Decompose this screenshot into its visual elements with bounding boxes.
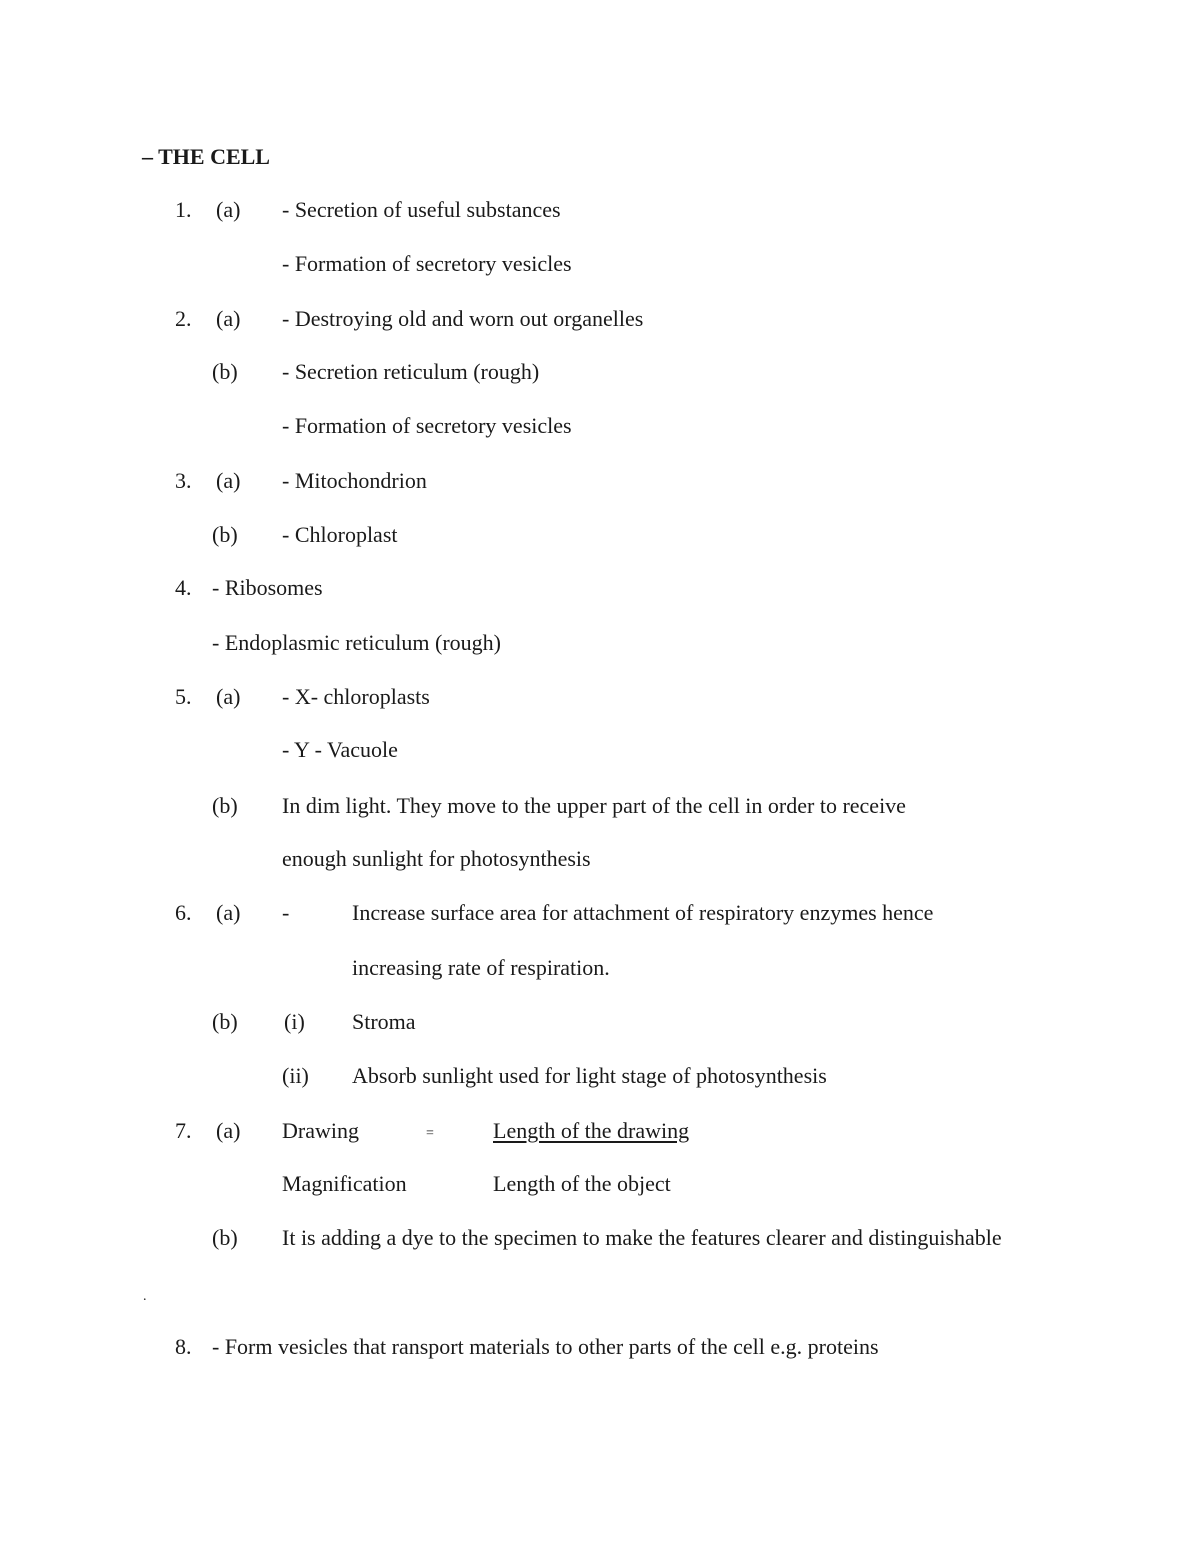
q7-b-text: It is adding a dye to the specimen to make the features clearer and distinguishable: [282, 1225, 1002, 1250]
q6-a-label: (a): [216, 900, 241, 925]
q7-number: 7.: [175, 1118, 192, 1143]
q6-b-ii-label: (ii): [282, 1063, 309, 1088]
q7-b-label: (b): [212, 1225, 238, 1250]
q4-number: 4.: [175, 575, 192, 600]
q6-a-dash: -: [282, 900, 290, 925]
q3-a-line1: - Mitochondrion: [282, 468, 427, 493]
q6-a-line1: Increase surface area for attachment of respiratory enzymes hence: [352, 900, 934, 925]
q6-b-ii-text: Absorb sunlight used for light stage of photosynthesis: [352, 1063, 827, 1088]
q6-a-line2: increasing rate of respiration.: [352, 955, 610, 980]
q7-formula-lhs-top: Drawing: [282, 1118, 359, 1143]
q7-formula-numerator: Length of the drawing: [493, 1118, 690, 1143]
q3-number: 3.: [175, 468, 192, 493]
q8-line1: - Form vesicles that ransport materials to other parts of the cell e.g. proteins: [212, 1334, 879, 1359]
q7-a-label: (a): [216, 1118, 241, 1143]
q1-a-label: (a): [216, 197, 241, 222]
q6-b-i-text: Stroma: [352, 1009, 416, 1034]
q2-a-line1: - Destroying old and worn out organelles: [282, 306, 644, 331]
q2-b-label: (b): [212, 359, 238, 384]
q3-b-label: (b): [212, 522, 238, 547]
q6-number: 6.: [175, 900, 192, 925]
section-title: – THE CELL: [142, 144, 270, 169]
q5-b-line2: enough sunlight for photosynthesis: [282, 846, 591, 871]
q5-a-line1: - X- chloroplasts: [282, 684, 430, 709]
q6-b-i-label: (i): [284, 1009, 305, 1034]
q5-number: 5.: [175, 684, 192, 709]
q3-a-label: (a): [216, 468, 241, 493]
q1-a-line2: - Formation of secretory vesicles: [282, 251, 572, 276]
q8-number: 8.: [175, 1334, 192, 1359]
q1-a-line1: - Secretion of useful substances: [282, 197, 561, 222]
q4-line1: - Ribosomes: [212, 575, 323, 600]
q7-formula-lhs-bottom: Magnification: [282, 1171, 407, 1196]
q2-number: 2.: [175, 306, 192, 331]
q2-a-label: (a): [216, 306, 241, 331]
q2-b-line2: - Formation of secretory vesicles: [282, 413, 572, 438]
q5-a-label: (a): [216, 684, 241, 709]
stray-dot: .: [143, 1289, 147, 1304]
q1-number: 1.: [175, 197, 192, 222]
q4-line2: - Endoplasmic reticulum (rough): [212, 630, 501, 655]
q5-b-line1: In dim light. They move to the upper part of the cell in order to receive: [282, 793, 906, 818]
q6-b-label: (b): [212, 1009, 238, 1034]
q5-a-line2: - Y - Vacuole: [282, 737, 398, 762]
q3-b-line1: - Chloroplast: [282, 522, 398, 547]
q2-b-line1: - Secretion reticulum (rough): [282, 359, 540, 384]
q7-formula-equals: =: [426, 1126, 434, 1141]
q7-formula-denominator: Length of the object: [493, 1171, 671, 1196]
q5-b-label: (b): [212, 793, 238, 818]
